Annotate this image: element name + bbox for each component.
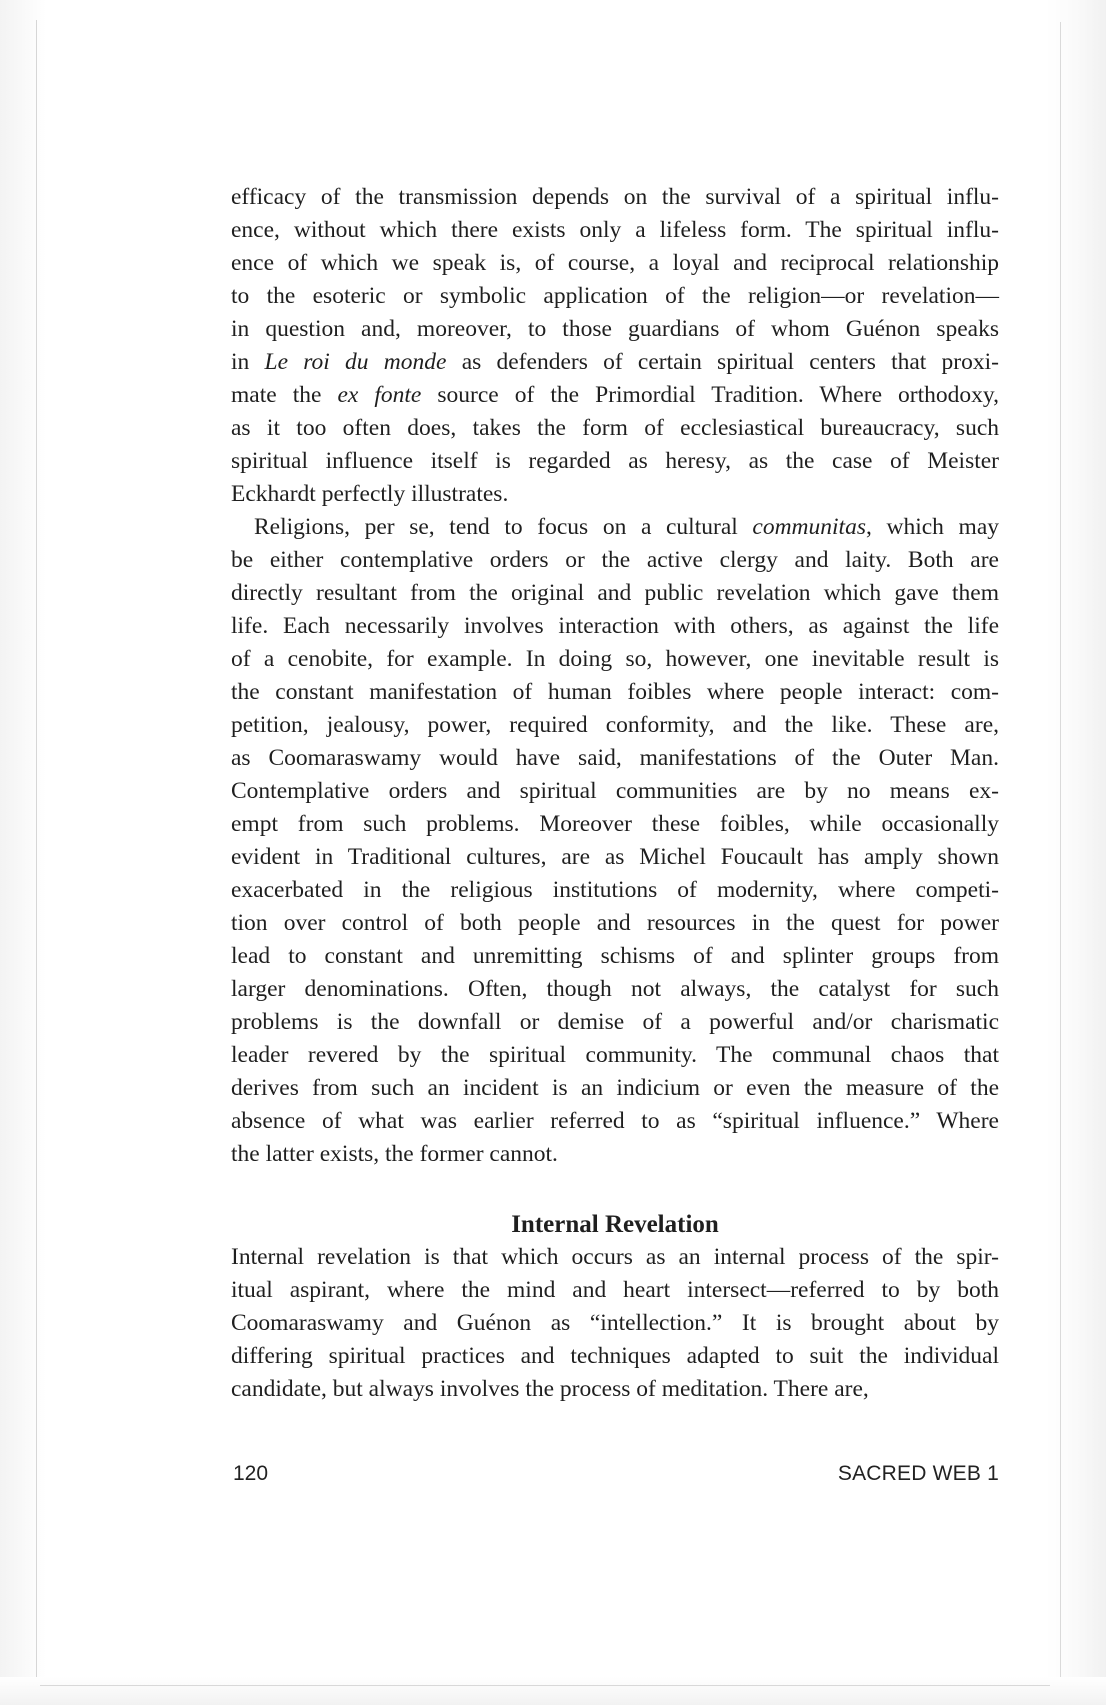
text-line	[231, 412, 999, 445]
text-run: exacerbated in the religious institutions of modernity, where competi-	[231, 877, 999, 903]
page-number: 120	[233, 1462, 269, 1485]
text-run: efficacy of the transmission depends on the survival of a spiritual influ-	[231, 184, 999, 210]
text-line	[231, 643, 999, 676]
text-run: Eckhardt perfectly illustrates.	[231, 481, 509, 507]
text-run: mate the	[231, 382, 338, 408]
text-line	[231, 313, 999, 346]
text-line	[231, 577, 999, 610]
text-run: ence, without which there exists only a lifeless form. The spiritual influ-	[231, 217, 999, 243]
text-run: tion over control of both people and resources in the quest for power	[231, 910, 999, 936]
text-line	[231, 181, 999, 214]
text-line	[231, 775, 999, 808]
text-line	[231, 841, 999, 874]
text-line	[231, 1072, 999, 1105]
text-run: life. Each necessarily involves interaction with others, as against the life	[231, 613, 999, 639]
text-run: , which may	[865, 514, 1000, 540]
text-run: spiritual influence itself is regarded as heresy, as the case of Meister	[231, 448, 999, 474]
text-run: as defenders of certain spiritual centers that proxi-	[446, 349, 999, 375]
text-line	[231, 379, 999, 412]
paragraph-internal-revelation	[231, 1241, 999, 1406]
text-run: source of the Primordial Tradition. Where orthodoxy,	[421, 382, 999, 408]
text-run: empt from such problems. Moreover these foibles, while occasionally	[231, 811, 999, 837]
text-line	[231, 1105, 999, 1138]
text-line	[231, 940, 999, 973]
text-run: Coomaraswamy and Guénon as “intellection.” It is brought about by	[231, 1310, 999, 1336]
scan-page-edge-left	[0, 0, 46, 1705]
page-body	[231, 181, 999, 1406]
text-line	[231, 973, 999, 1006]
text-line	[231, 1274, 999, 1307]
text-run: of a cenobite, for example. In doing so, however, one inevitable result is	[231, 646, 999, 672]
text-line	[231, 478, 999, 511]
running-title: SACRED WEB 1	[837, 1462, 999, 1485]
text-run: as it too often does, takes the form of ecclesiastical bureaucracy, such	[231, 415, 999, 441]
text-line	[231, 874, 999, 907]
text-run: leader revered by the spiritual community. The communal chaos that	[231, 1042, 999, 1068]
text-line	[231, 907, 999, 940]
text-run: ence of which we speak is, of course, a loyal and reciprocal relationship	[231, 250, 999, 276]
text-line	[231, 1006, 999, 1039]
text-line	[231, 346, 999, 379]
text-line	[231, 247, 999, 280]
text-line	[231, 1373, 999, 1406]
text-run: the latter exists, the former cannot.	[231, 1141, 558, 1167]
text-run: candidate, but always involves the process of meditation. There are,	[231, 1376, 869, 1402]
page-footer	[231, 1462, 999, 1492]
scan-page-edge-right	[1046, 0, 1106, 1705]
text-line	[231, 1039, 999, 1072]
italic-text: Le roi du monde	[264, 349, 447, 375]
text-run: evident in Traditional cultures, are as Michel Foucault has amply shown	[231, 844, 999, 870]
text-run: in question and, moreover, to those guardians of whom Guénon speaks	[231, 316, 999, 342]
text-run: Religions, per se, tend to focus on a cultural	[254, 514, 753, 540]
text-run: be either contemplative orders or the active clergy and laity. Both are	[231, 547, 999, 573]
italic-text: ex fonte	[337, 382, 422, 408]
text-line	[231, 742, 999, 775]
text-run: absence of what was earlier referred to as “spiritual influence.” Where	[231, 1108, 999, 1134]
text-run: Contemplative orders and spiritual communities are by no means ex-	[231, 778, 999, 804]
text-run: derives from such an incident is an indicium or even the measure of the	[231, 1075, 999, 1101]
text-run: as Coomaraswamy would have said, manifestations of the Outer Man.	[231, 745, 999, 771]
text-line	[231, 214, 999, 247]
text-run: petition, jealousy, power, required conformity, and the like. These are,	[231, 712, 999, 738]
text-line	[231, 1241, 999, 1274]
text-line	[231, 709, 999, 742]
text-line	[231, 1340, 999, 1373]
text-run: Internal revelation is that which occurs as an internal process of the spir-	[231, 1244, 999, 1270]
text-run: problems is the downfall or demise of a powerful and/or charismatic	[231, 1009, 999, 1035]
text-line	[231, 280, 999, 313]
scan-page-edge-bottom	[0, 1677, 1106, 1705]
text-line	[231, 1138, 999, 1171]
text-line	[231, 1307, 999, 1340]
text-line	[231, 511, 999, 544]
text-run: the constant manifestation of human foibles where people interact: com-	[231, 679, 999, 705]
text-line	[231, 544, 999, 577]
text-line	[231, 808, 999, 841]
text-line	[231, 676, 999, 709]
text-run: itual aspirant, where the mind and heart intersect—referred to by both	[231, 1277, 999, 1303]
text-run: differing spiritual practices and techniques adapted to suit the individual	[231, 1343, 999, 1369]
paragraph-spiritual-influence	[231, 181, 999, 511]
section-heading: Internal Revelation	[511, 1211, 719, 1238]
text-run: lead to constant and unremitting schisms of and splinter groups from	[231, 943, 999, 969]
paragraph-religions-communitas	[231, 511, 999, 1171]
text-run: larger denominations. Often, though not always, the catalyst for such	[231, 976, 999, 1002]
text-run: to the esoteric or symbolic application of the religion—or revelation—	[231, 283, 999, 309]
text-run: in	[231, 349, 265, 375]
text-run: directly resultant from the original and public revelation which gave them	[231, 580, 999, 606]
text-line	[231, 445, 999, 478]
italic-text: communitas	[752, 514, 866, 540]
text-line	[231, 610, 999, 643]
